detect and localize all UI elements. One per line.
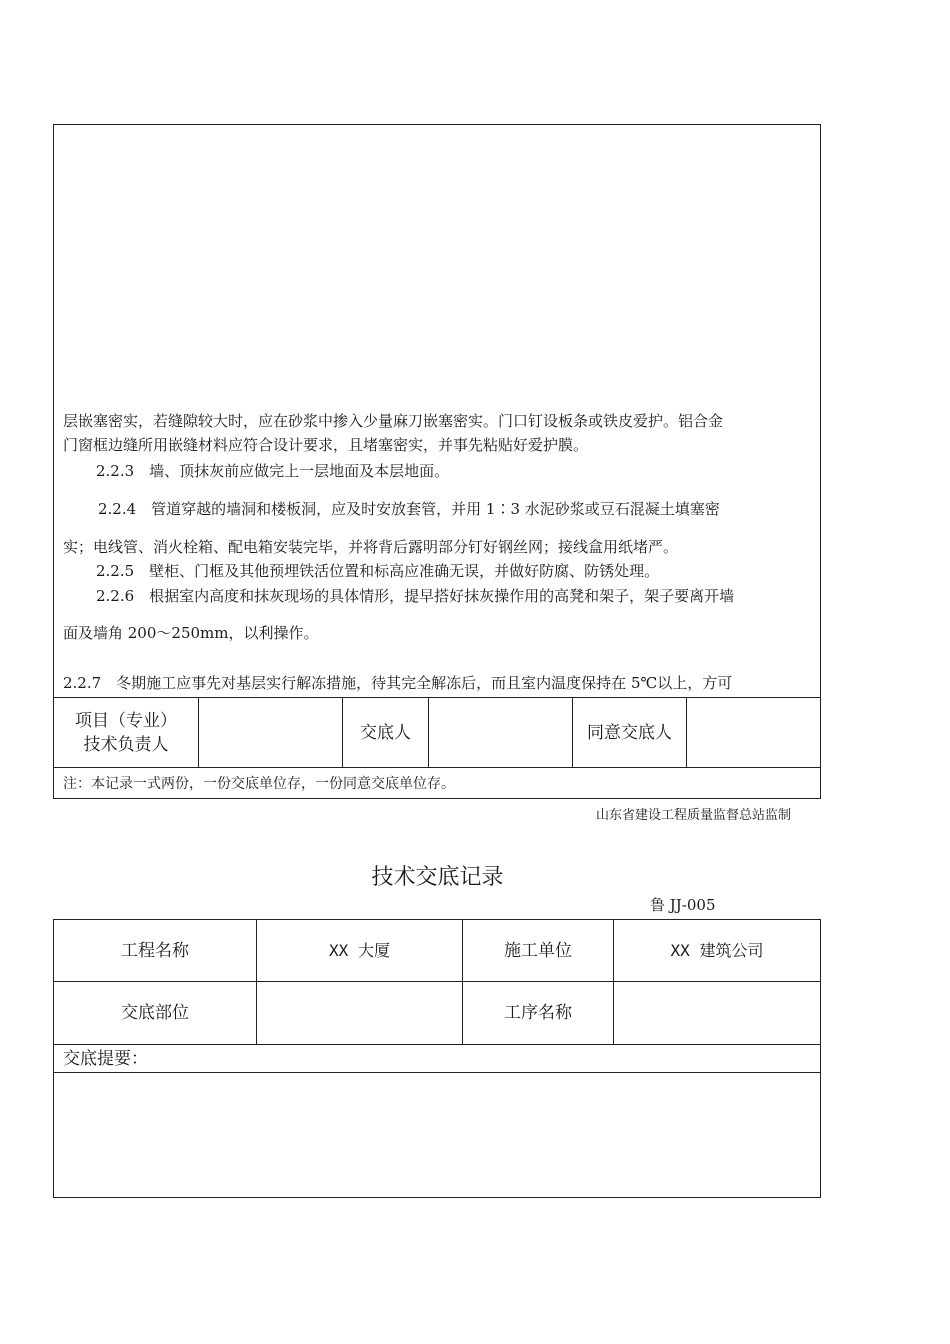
- supervisor-credit: 山东省建设工程质量监督总站监制: [596, 808, 792, 823]
- project-lead-label: [54, 698, 198, 767]
- project-lead-label-line-2: 技术负责人: [83, 734, 169, 755]
- process-name-value[interactable]: [614, 982, 820, 1044]
- row-2-bottom-line: [53, 1044, 821, 1045]
- body-line-5: 实；电线管、消火栓箱、配电箱安装完毕，并将背后露明部分钉好钢丝网；接线盒用纸堵严。: [63, 538, 679, 556]
- project-name-value[interactable]: XX 大厦: [329, 940, 390, 960]
- form-code: 鲁 JJ-005: [650, 896, 716, 914]
- discloser-label: 交底人: [360, 722, 411, 743]
- disclosure-part-value[interactable]: [257, 982, 462, 1044]
- summary-label: 交底提要：: [63, 1049, 148, 1069]
- project-lead-value[interactable]: [199, 698, 342, 767]
- body-line-4: 2.2.4 管道穿越的墙洞和楼板洞，应及时安放套管，并用 1∶3 水泥砂浆或豆石混凝土填塞密: [98, 500, 720, 518]
- body-line-6: 2.2.5 壁柜、门框及其他预埋铁活位置和标高应准确无误，并做好防腐、防锈处理。: [96, 562, 660, 580]
- construction-unit-label: 施工单位: [504, 940, 572, 961]
- body-line-3: 2.2.3 墙、顶抹灰前应做完上一层地面及本层地面。: [96, 462, 450, 480]
- construction-unit-value[interactable]: XX 建筑公司: [670, 940, 764, 960]
- discloser-value[interactable]: [429, 698, 572, 767]
- body-line-7: 2.2.6 根据室内高度和抹灰现场的具体情形，提早搭好抹灰操作用的高凳和架子，架子要离开墙: [96, 587, 735, 605]
- project-name-label: 工程名称: [121, 940, 189, 961]
- body-line-1: 层嵌塞密实，若缝隙较大时，应在砂浆中掺入少量麻刀嵌塞密实。门口钉设板条或铁皮爱护。铝合金: [63, 412, 724, 430]
- record-note: 注：本记录一式两份，一份交底单位存，一份同意交底单位存。: [63, 776, 455, 792]
- disclosure-part-label: 交底部位: [121, 1003, 189, 1023]
- sign-row-bottom-line: [53, 767, 821, 768]
- receiver-label: 同意交底人: [587, 722, 672, 743]
- summary-content-area[interactable]: [54, 1073, 820, 1197]
- process-name-label: 工序名称: [504, 1003, 572, 1023]
- receiver-value[interactable]: [687, 698, 820, 767]
- body-line-8: 面及墙角 200～250mm，以利操作。: [63, 624, 319, 642]
- form-title: 技术交底记录: [371, 865, 504, 890]
- body-line-9: 2.2.7 冬期施工应事先对基层实行解冻措施，待其完全解冻后，而且室内温度保持在 5℃以上，方可: [63, 674, 733, 692]
- project-lead-label-line-1: 项目（专业）: [75, 710, 177, 731]
- body-line-2: 门窗框边缝所用嵌缝材料应符合设计要求，且堵塞密实，并事先粘贴好爱护膜。: [63, 436, 589, 454]
